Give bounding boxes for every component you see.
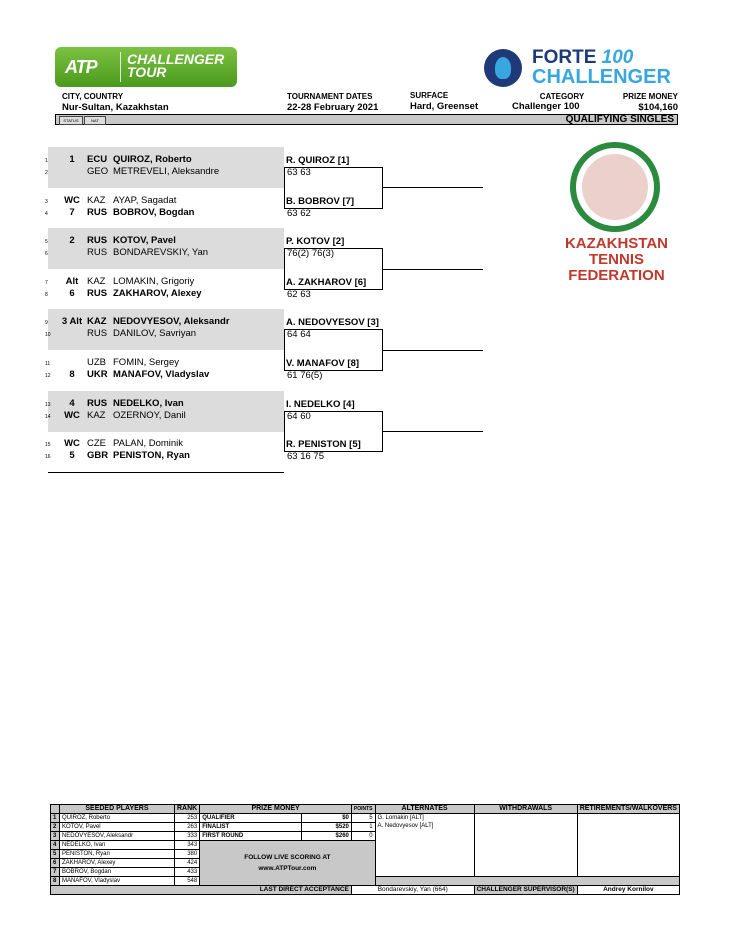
draw-position: 15	[45, 442, 51, 449]
player-name: KOTOV, Pavel	[113, 235, 176, 247]
player-row[interactable]	[45, 316, 284, 328]
city-label: CITY, COUNTRY	[62, 92, 124, 101]
player-nat: RUS	[87, 397, 108, 409]
winner-name: B. BOBROV [7]	[286, 195, 355, 207]
bracket-connector	[284, 248, 383, 290]
player-nat: RUS	[87, 287, 108, 299]
prize-label: PRIZE MONEY	[622, 92, 678, 101]
player-name: QUIROZ, Roberto	[113, 154, 192, 165]
player-nat: CZE	[87, 438, 106, 450]
surface-value: Hard, Greenset	[410, 101, 479, 112]
alternate-entry: A. Nedovyesov [ALT]	[377, 823, 434, 829]
challenger-logo-text: CHALLENGER TOUR	[127, 51, 225, 80]
seed-number: 1	[51, 814, 60, 823]
nat-column-label: NAT	[84, 116, 106, 125]
player-status: 6	[69, 287, 75, 299]
seeded-players-header: SEEDED PLAYERS	[59, 805, 174, 814]
player-row[interactable]	[45, 357, 284, 369]
lda-value: Bondarevskiy, Yan (664)	[351, 886, 474, 895]
next-round-line	[383, 187, 483, 188]
seed-rank: 424	[174, 859, 199, 868]
seed-rank: 333	[174, 832, 199, 841]
seed-rank: 380	[174, 850, 199, 859]
player-name: DANILOV, Savriyan	[113, 328, 197, 340]
match-block	[45, 228, 284, 269]
seed-rank: 548	[174, 877, 199, 886]
draw-position: 10	[45, 332, 51, 339]
player-nat: KAZ	[87, 194, 106, 206]
seed-rank: 433	[174, 868, 199, 877]
status-column-label: STATUS	[59, 116, 83, 125]
player-nat: KAZ	[87, 409, 106, 421]
draw-position: 6	[45, 251, 48, 258]
seed-name: NEDOVYESOV, Aleksandr	[59, 832, 174, 841]
player-status: 3 Alt	[61, 316, 83, 328]
player-status: 7	[69, 206, 75, 218]
player-name: OZERNOY, Danil	[113, 409, 186, 421]
player-row[interactable]	[45, 328, 284, 340]
player-row[interactable]	[45, 235, 284, 247]
match-score: 64 60	[287, 410, 311, 422]
bracket-connector	[284, 411, 383, 453]
player-status: Alt	[65, 275, 79, 287]
player-nat: GEO	[87, 166, 109, 177]
draw-title: QUALIFYING SINGLES	[565, 114, 674, 125]
draw-position: 13	[45, 401, 51, 408]
player-nat: RUS	[87, 235, 108, 247]
draw-position: 11	[45, 361, 51, 367]
winner-name: P. KOTOV [2]	[286, 236, 345, 248]
bracket-connector	[284, 167, 383, 209]
player-status: WC	[64, 409, 80, 421]
player-name: BONDAREVSKIY, Yan	[113, 247, 209, 259]
surface-label: SURFACE	[410, 91, 449, 100]
sponsor-line-2: TENNIS	[588, 251, 644, 268]
seed-name: MANAFOV, Vladyslav	[59, 877, 174, 886]
player-nat: ECU	[87, 154, 108, 165]
player-row[interactable]	[45, 275, 284, 288]
draw-position: 5	[45, 239, 48, 246]
player-row[interactable]	[45, 369, 284, 381]
player-name: NEDOVYESOV, Aleksandr	[113, 316, 230, 328]
match-score: 61 76(5)	[287, 370, 323, 381]
prize-points: 5	[351, 814, 375, 823]
seed-name: BOBROV, Bogdan	[59, 868, 174, 877]
sponsor-line-3: FEDERATION	[568, 267, 665, 284]
prize-amount: $520	[302, 823, 351, 832]
supervisor-value: Andrey Kornilov	[577, 886, 679, 895]
draw-position: 2	[45, 170, 48, 176]
draw-position: 8	[45, 291, 48, 298]
prize-round: FINALIST	[200, 823, 302, 832]
prize-points: 0	[351, 832, 375, 841]
seed-number: 3	[51, 832, 60, 841]
player-row[interactable]	[45, 154, 284, 166]
player-status: 1	[69, 154, 75, 165]
lda-label: LAST DIRECT ACCEPTANCE	[51, 886, 352, 895]
alternate-entry: G. Lomakin [ALT]	[377, 815, 424, 821]
bracket-connector	[284, 329, 383, 371]
prize-points: 1	[351, 823, 375, 832]
player-name: METREVELI, Aleksandre	[113, 166, 220, 177]
match-score: 63 16 75	[287, 451, 324, 463]
seed-number: 8	[51, 877, 60, 886]
city-value: Nur-Sultan, Kazakhstan	[62, 102, 169, 113]
prize-round: QUALIFIER	[200, 814, 302, 823]
seed-number: 6	[51, 859, 60, 868]
follow-live-text: FOLLOW LIVE SCORING AT	[244, 854, 331, 861]
seed-name: ZAKHAROV, Alexey	[59, 859, 174, 868]
match-block	[45, 309, 284, 350]
player-name: LOMAKIN, Grigoriy	[113, 275, 195, 287]
next-round-line	[383, 350, 483, 351]
player-status: 5	[69, 450, 75, 462]
alternates-header: ALTERNATES	[375, 805, 474, 814]
player-name: ZAKHAROV, Alexey	[113, 287, 202, 299]
points-header: POINTS	[351, 805, 375, 814]
category-label: CATEGORY	[539, 92, 585, 101]
player-row[interactable]	[45, 194, 284, 207]
seed-rank: 343	[174, 841, 199, 850]
draw-position: 16	[45, 454, 51, 461]
player-nat: UZB	[87, 357, 106, 368]
draw-position: 12	[45, 373, 51, 379]
match-block	[45, 350, 284, 391]
seed-name: NEDELKO, Ivan	[59, 841, 174, 850]
player-name: AYAP, Sagadat	[113, 194, 177, 206]
withdrawals-header: WITHDRAWALS	[474, 805, 577, 814]
atp-challenger-logo	[55, 47, 237, 87]
match-score: 63 63	[287, 167, 311, 178]
player-nat: RUS	[87, 247, 108, 259]
match-block	[45, 188, 284, 229]
bracket-bottom-line	[48, 472, 284, 473]
player-status: WC	[64, 194, 80, 206]
player-row[interactable]	[45, 409, 284, 422]
player-nat: GBR	[87, 450, 109, 462]
winner-name: A. ZAKHAROV [6]	[286, 276, 367, 288]
draw-position: 1	[45, 158, 48, 164]
draw-position: 9	[45, 320, 48, 327]
withdrawals-cell	[474, 814, 577, 877]
forte-challenger-text: CHALLENGER	[532, 66, 671, 88]
next-round-line	[383, 431, 483, 432]
match-block	[45, 147, 284, 188]
match-block	[45, 431, 284, 472]
player-name: BOBROV, Bogdan	[113, 206, 195, 218]
prize-money-header: PRIZE MONEY	[200, 805, 352, 814]
footer-table	[50, 804, 680, 895]
seed-row	[51, 814, 680, 823]
player-status: WC	[64, 438, 80, 450]
category-value: Challenger 100	[512, 101, 580, 112]
match-score: 63 62	[287, 207, 311, 219]
player-row[interactable]	[45, 206, 284, 219]
player-row[interactable]	[45, 450, 284, 462]
retirements-cell	[577, 814, 679, 877]
draw-position: 3	[45, 198, 48, 205]
sponsor-line-1: KAZAKHSTAN	[564, 235, 669, 252]
player-nat: RUS	[87, 206, 108, 218]
atp-logo-text: ATP	[65, 57, 97, 77]
draw-position: 4	[45, 210, 48, 217]
player-nat: UKR	[87, 369, 108, 380]
crossed-rackets-icon	[570, 142, 660, 232]
player-status: 4	[69, 397, 75, 409]
next-round-line	[383, 269, 483, 270]
winner-name: R. PENISTON [5]	[286, 439, 361, 451]
player-name: MANAFOV, Vladyslav	[113, 369, 210, 380]
seed-name: PENISTON, Ryan	[59, 850, 174, 859]
forte-text: FORTE	[532, 47, 597, 68]
seed-number: 4	[51, 841, 60, 850]
dates-value: 22-28 February 2021	[287, 102, 379, 113]
retirements-header: RETIREMENTS/WALKOVERS	[577, 805, 679, 814]
prize-value: $104,160	[638, 102, 678, 113]
match-score: 64 64	[287, 329, 311, 341]
player-nat: RUS	[87, 328, 108, 340]
match-score: 76(2) 76(3)	[287, 248, 334, 260]
player-status: 8	[69, 369, 75, 380]
player-nat: KAZ	[87, 316, 107, 328]
winner-name: R. QUIROZ [1]	[286, 155, 350, 166]
player-name: NEDELKO, Ivan	[113, 397, 184, 409]
winner-name: A. NEDOVYESOV [3]	[286, 317, 379, 329]
match-score: 62 63	[287, 288, 311, 300]
prize-round: FIRST ROUND	[200, 832, 302, 841]
seed-name: QUIROZ, Roberto	[59, 814, 174, 823]
player-row[interactable]	[45, 166, 284, 178]
player-nat: KAZ	[87, 275, 106, 287]
seed-number: 5	[51, 850, 60, 859]
draw-position: 7	[45, 279, 48, 286]
forte-challenger-logo	[482, 47, 677, 89]
atptour-link[interactable]: www.ATPTour.com	[258, 865, 317, 872]
player-name: PALAN, Dominik	[113, 438, 184, 450]
winner-name: V. MANAFOV [8]	[286, 358, 360, 369]
player-row[interactable]	[45, 287, 284, 300]
dates-label: TOURNAMENT DATES	[287, 92, 373, 101]
player-status: 2	[69, 235, 75, 247]
emblem-icon	[484, 49, 522, 87]
draw-header-bar	[55, 114, 678, 125]
seed-rank: 253	[174, 814, 199, 823]
draw-position: 14	[45, 413, 51, 420]
forte-100-text: 100	[601, 47, 634, 68]
player-name: FOMIN, Sergey	[113, 357, 179, 368]
seed-name: KOTOV, Pavel	[59, 823, 174, 832]
player-name: PENISTON, Ryan	[113, 450, 190, 462]
winner-name: I. NEDELKO [4]	[286, 398, 355, 410]
player-row[interactable]	[45, 438, 284, 450]
player-row[interactable]	[45, 397, 284, 410]
seed-number: 2	[51, 823, 60, 832]
supervisor-label: CHALLENGER SUPERVISOR(S)	[474, 886, 577, 895]
prize-amount: $0	[302, 814, 351, 823]
match-block	[45, 269, 284, 310]
seed-rank: 263	[174, 823, 199, 832]
seed-number: 7	[51, 868, 60, 877]
match-block	[45, 391, 284, 432]
rank-header: RANK	[174, 805, 199, 814]
player-row[interactable]	[45, 247, 284, 259]
kazakhstan-tennis-federation-logo	[553, 140, 680, 290]
prize-amount: $260	[302, 832, 351, 841]
